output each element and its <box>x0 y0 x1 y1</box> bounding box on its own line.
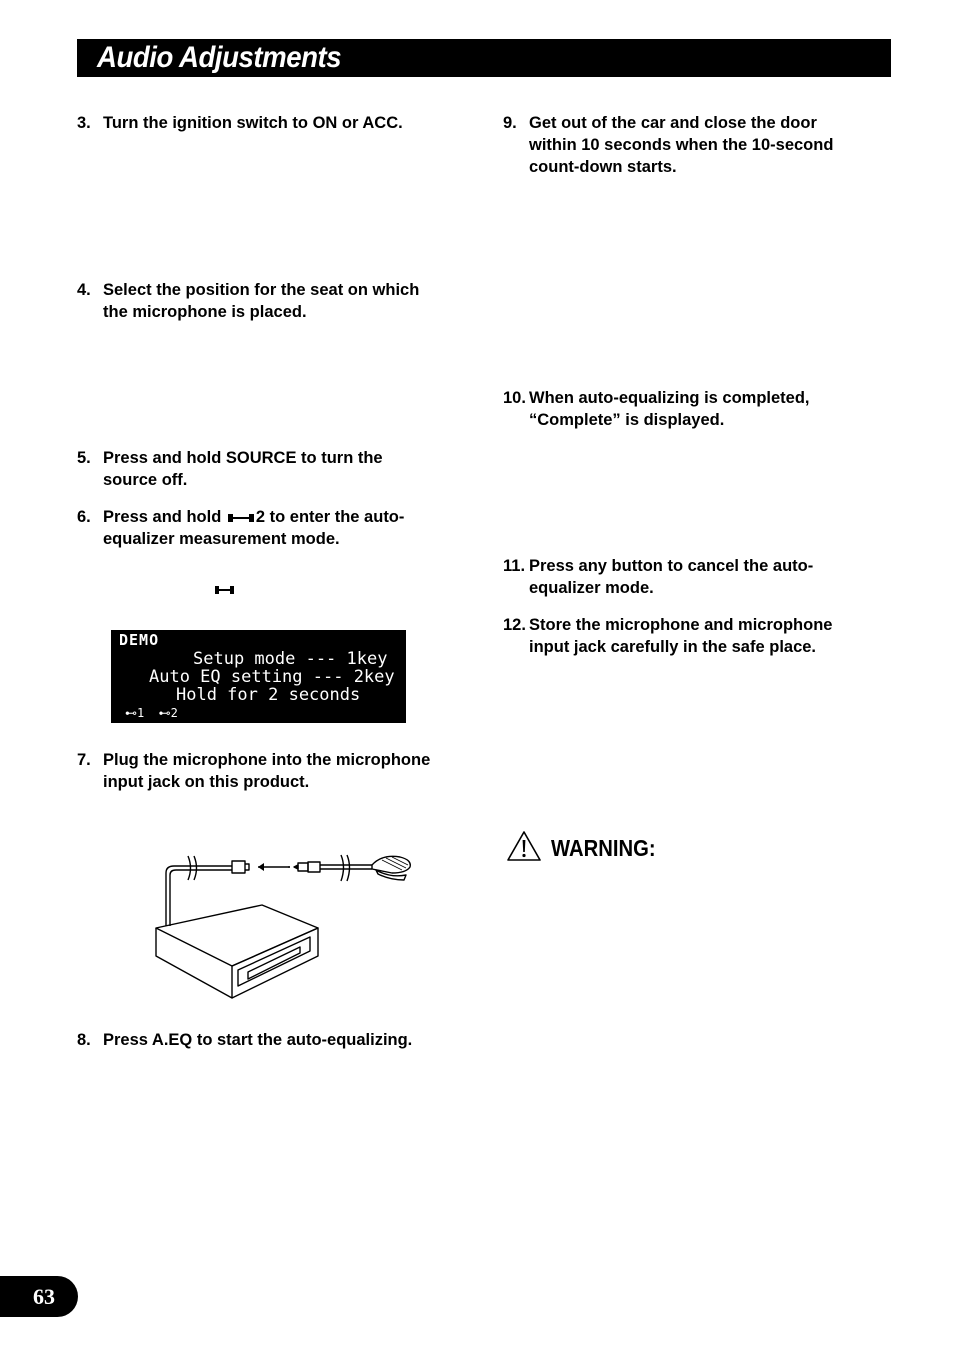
display-line: Setup mode --- 1key <box>193 649 388 669</box>
step-10 <box>503 387 893 431</box>
step-text-post: 2 to enter the auto- <box>255 508 405 526</box>
step-number: 3. <box>77 114 91 132</box>
step-text-line: Get out of the car and close the door <box>529 114 817 132</box>
display-demo-label: DEMO <box>119 631 160 649</box>
key-button-icon <box>228 513 254 523</box>
step-text-line: source off. <box>103 471 188 489</box>
page-number: 63 <box>33 1284 55 1309</box>
step-text-pre: Press and hold <box>103 508 222 526</box>
step-text-line: Plug the microphone into the microphone <box>103 751 431 769</box>
step-text-line: input jack carefully in the safe place. <box>529 638 817 656</box>
step-number: 4. <box>77 281 91 299</box>
step-text-line: count-down starts. <box>529 158 677 176</box>
display-line: Hold for 2 seconds <box>176 685 361 705</box>
step-number: 12. <box>503 616 526 634</box>
step-text-line <box>103 506 404 528</box>
step-text: Turn the ignition switch to ON or ACC. <box>103 114 403 132</box>
page-title: Audio Adjustments <box>97 41 342 74</box>
step-number: 8. <box>77 1031 91 1049</box>
warning-triangle-icon <box>506 830 542 862</box>
warning-label: WARNING: <box>551 835 656 861</box>
step-4 <box>77 279 477 323</box>
step-text-line: Press and hold SOURCE to turn the <box>103 449 383 467</box>
step-text-line: “Complete” is displayed. <box>529 411 725 429</box>
step-text-line: the microphone is placed. <box>103 303 307 321</box>
microphone-connection-diagram <box>150 848 420 1003</box>
header-bar <box>77 39 891 77</box>
key-button-icon <box>215 586 235 594</box>
display-line: Auto EQ setting --- 2key <box>149 667 395 687</box>
step-number: 7. <box>77 751 91 769</box>
demo-display-screen <box>111 630 406 723</box>
step-3 <box>77 112 477 134</box>
step-number: 6. <box>77 508 91 526</box>
step-text-line: When auto-equalizing is completed, <box>529 389 810 407</box>
step-5 <box>77 447 477 491</box>
step-text-line: equalizer mode. <box>529 579 654 597</box>
step-number: 5. <box>77 449 91 467</box>
step-12 <box>503 614 893 658</box>
step-6 <box>77 506 477 550</box>
step-8 <box>77 1029 477 1051</box>
step-text: Press A.EQ to start the auto-equalizing. <box>103 1031 413 1049</box>
step-number: 9. <box>503 114 517 132</box>
step-number: 10. <box>503 389 526 407</box>
step-text-line: equalizer measurement mode. <box>103 530 340 548</box>
step-text-line: input jack on this product. <box>103 773 310 791</box>
page-number-badge <box>0 1276 78 1317</box>
step-text-line: Press any button to cancel the auto- <box>529 557 814 575</box>
display-key-tabs: ⊷1 ⊷2 <box>125 706 178 720</box>
step-text-line: within 10 seconds when the 10-second <box>529 136 834 154</box>
step-11 <box>503 555 893 599</box>
step-9 <box>503 112 893 178</box>
step-text-line: Store the microphone and microphone <box>529 616 833 634</box>
step-7 <box>77 749 477 793</box>
step-number: 11. <box>503 557 526 575</box>
step-text-line: Select the position for the seat on which <box>103 281 420 299</box>
